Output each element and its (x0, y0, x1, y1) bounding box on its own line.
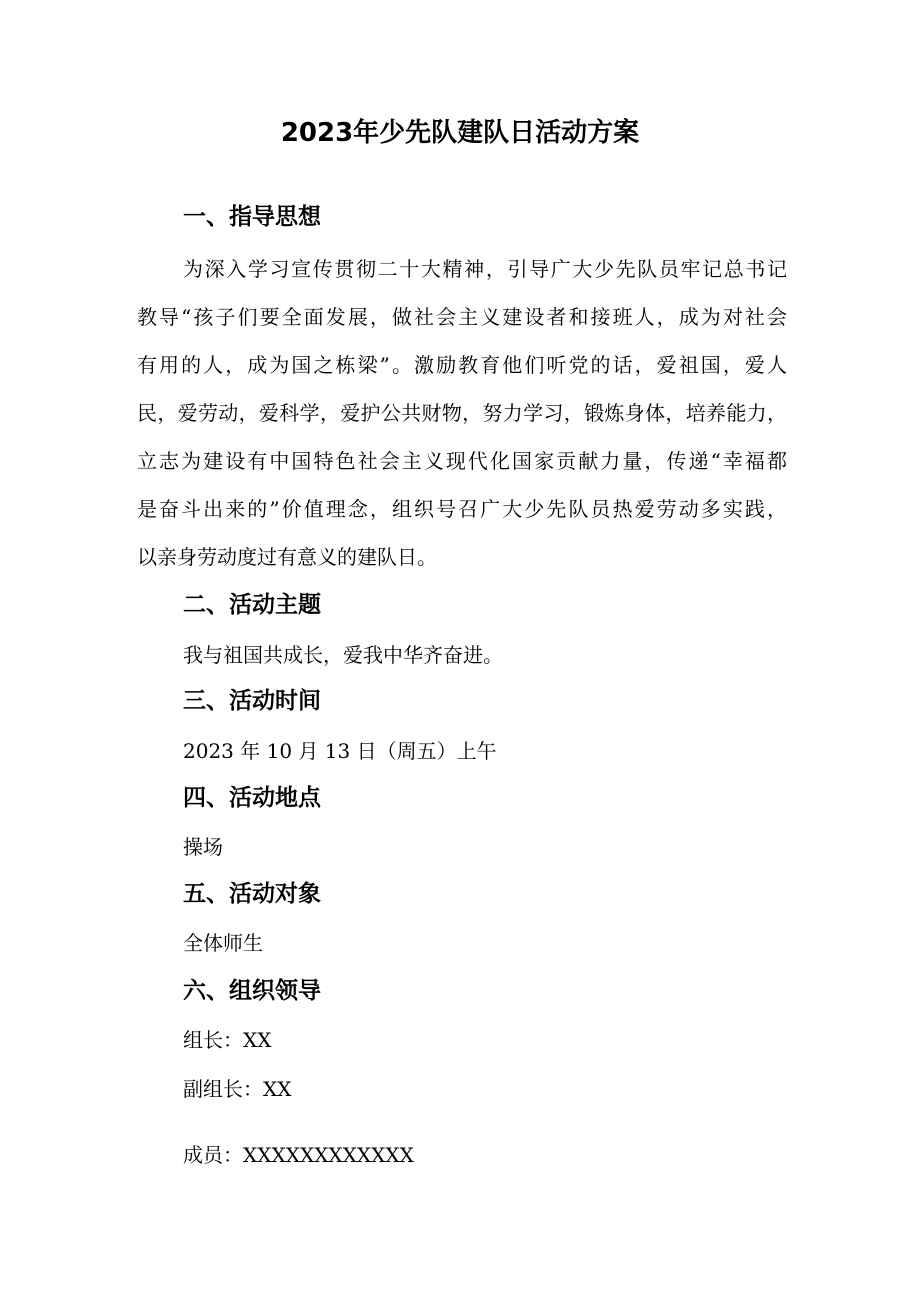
paragraph-line: 教导“孩子们要全面发展，做社会主义建设者和接班人，成为对社会 (137, 305, 787, 329)
section-content: 我与祖国共成长，爱我中华齐奋进。 (183, 643, 503, 667)
group-leader: 组长：XX (183, 1028, 272, 1052)
paragraph-line: 立志为建设有中国特色社会主义现代化国家贡献力量，传递“幸福都 (137, 449, 787, 473)
paragraph-line: 有用的人，成为国之栋梁”。激励教育他们听党的话，爱祖国，爱人 (137, 353, 787, 377)
paragraph-line: 以亲身劳动度过有意义的建队日。 (137, 545, 437, 569)
paragraph-line: 为深入学习宣传贯彻二十大精神，引导广大少先队员牢记总书记 (183, 257, 787, 281)
group-members: 成员：XXXXXXXXXXXX (183, 1143, 414, 1167)
section-heading: 二、活动主题 (183, 592, 321, 618)
section-heading: 一、指导思想 (183, 204, 321, 230)
document-title: 2023年少先队建队日活动方案 (280, 118, 640, 148)
paragraph-line: 民，爱劳动，爱科学，爱护公共财物，努力学习，锻炼身体，培养能力， (137, 401, 787, 425)
section-content: 2023 年 10 月 13 日（周五）上午 (183, 739, 497, 763)
section-content: 操场 (183, 835, 223, 859)
section-heading: 五、活动对象 (183, 881, 321, 907)
section-heading: 六、组织领导 (183, 978, 321, 1004)
section-heading: 四、活动地点 (183, 785, 321, 811)
section-content: 全体师生 (183, 931, 263, 955)
deputy-group-leader: 副组长：XX (183, 1077, 292, 1101)
paragraph-line: 是奋斗出来的”价值理念，组织号召广大少先队员热爱劳动多实践， (137, 497, 787, 521)
section-heading: 三、活动时间 (183, 688, 321, 714)
